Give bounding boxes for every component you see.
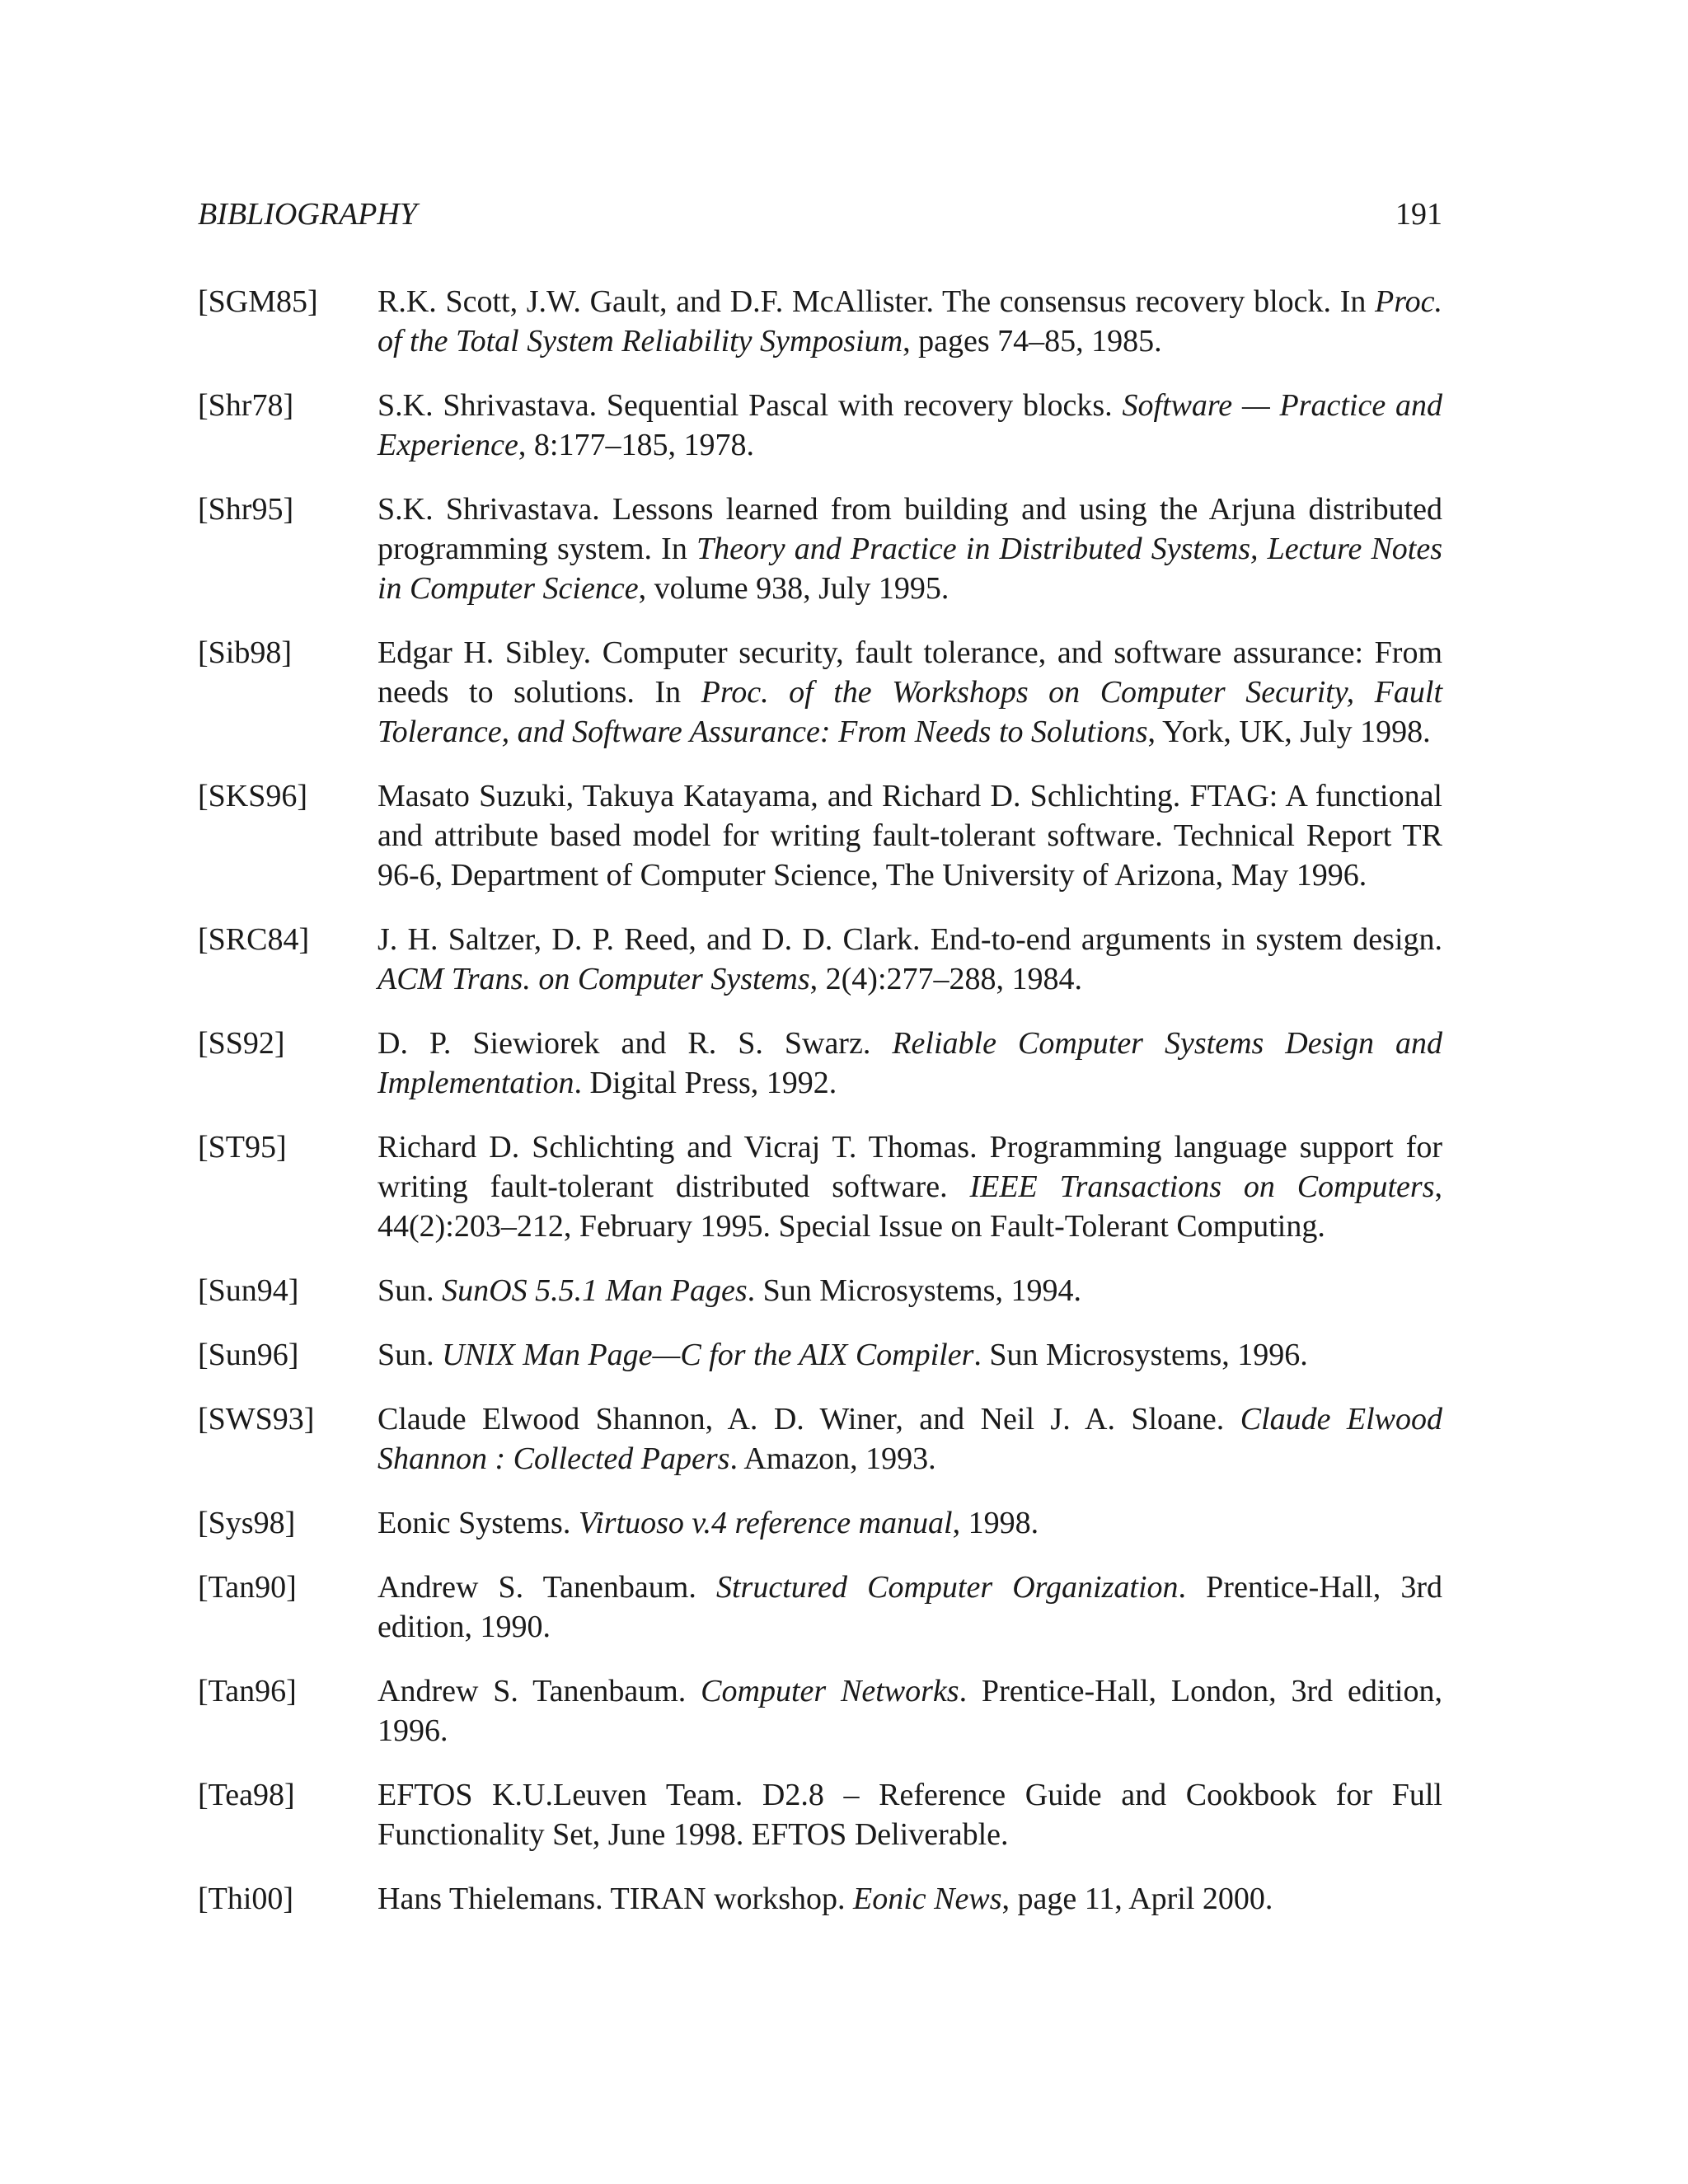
bib-authors: S.K. Shrivastava.: [377, 492, 600, 527]
bib-details: , 1998.: [952, 1506, 1039, 1540]
bib-title: Computer security, fault tolerance, and software assurance: From needs to solutions. In: [377, 635, 1443, 710]
bib-venue: Proc. of the Workshops on Computer Security, Fault Tolerance, and Software Assurance: From Needs to Solutions: [377, 675, 1443, 749]
bib-authors: EFTOS K.U.Leuven Team.: [377, 1778, 743, 1812]
bib-details: , volume 938, July 1995.: [638, 571, 950, 606]
bib-authors: D. P. Siewiorek and R. S. Swarz.: [377, 1026, 871, 1061]
bib-details: . Sun Microsystems, 1996.: [973, 1338, 1308, 1372]
bib-authors: Hans Thielemans.: [377, 1882, 603, 1916]
bib-authors: Sun.: [377, 1273, 434, 1308]
bib-entry: [198, 282, 1442, 361]
bib-title: Lessons learned from building and using the Arjuna distributed programming system. In: [377, 492, 1443, 566]
bib-authors: Masato Suzuki, Takuya Katayama, and Richard D. Schlichting.: [377, 779, 1181, 813]
bib-entry: [198, 490, 1442, 608]
bib-title: TIRAN workshop.: [610, 1882, 846, 1916]
bib-entry: [198, 1671, 1442, 1750]
bib-details: . Sun Microsystems, 1994.: [747, 1273, 1081, 1308]
bib-key: [Tan90]: [198, 1570, 297, 1605]
bib-key: [Shr78]: [198, 388, 294, 423]
bib-entry: [198, 1024, 1442, 1103]
bib-title: FTAG: A functional and attribute based model for writing fault-tolerant software. Technical Report TR 96-6, Department of Computer Science, The University of Arizona, May 1996.: [377, 779, 1442, 893]
bib-entry: [198, 1271, 1442, 1310]
bib-details: , 44(2):203–212, February 1995. Special Issue on Fault-Tolerant Computing.: [377, 1169, 1442, 1244]
page-header: [198, 196, 1442, 246]
bib-key: [SWS93]: [198, 1402, 315, 1436]
bib-text: [377, 282, 1442, 361]
bib-entry: [198, 1127, 1442, 1246]
bib-venue: Theory and Practice in Distributed Systems, Lecture Notes in Computer Science: [377, 532, 1443, 606]
bib-venue: IEEE Transactions on Computers: [969, 1169, 1435, 1204]
bib-details: , 2(4):277–288, 1984.: [809, 962, 1083, 996]
bib-venue: Proc. of the Total System Reliability Symposium: [377, 284, 1442, 359]
bib-key: [Sys98]: [198, 1506, 296, 1540]
page-number: 191: [1395, 197, 1442, 232]
bib-authors: Edgar H. Sibley.: [377, 635, 592, 670]
bib-entry: [198, 1775, 1442, 1854]
bib-authors: Claude Elwood Shannon, A. D. Winer, and Neil J. A. Sloane.: [377, 1402, 1225, 1436]
bib-text: [377, 1271, 1442, 1310]
bib-venue: Reliable Computer Systems Design and Implementation: [377, 1026, 1442, 1100]
running-title: BIBLIOGRAPHY: [198, 197, 417, 232]
bib-authors: Andrew S. Tanenbaum.: [377, 1674, 687, 1708]
bib-details: . Prentice-Hall, London, 3rd edition, 1996.: [377, 1674, 1442, 1748]
bib-text: [377, 1568, 1442, 1647]
bib-text: [377, 386, 1442, 465]
bib-text: [377, 1879, 1442, 1919]
bib-text: [377, 776, 1442, 895]
bib-key: [Tea98]: [198, 1778, 295, 1812]
bib-details: , page 11, April 2000.: [1001, 1882, 1273, 1916]
bib-key: [SKS96]: [198, 779, 308, 813]
bib-title: Sequential Pascal with recovery blocks.: [606, 388, 1113, 423]
bib-key: [Tan96]: [198, 1674, 297, 1708]
bib-entry: [198, 633, 1442, 752]
bib-title: End-to-end arguments in system design.: [930, 922, 1443, 957]
bib-text: [377, 920, 1442, 999]
bib-text: [377, 1775, 1442, 1854]
bib-title: D2.8 – Reference Guide and Cookbook for Full Functionality Set, June 1998. EFTOS Deliverable.: [377, 1778, 1442, 1852]
bib-entry: [198, 386, 1442, 465]
bib-authors: J. H. Saltzer, D. P. Reed, and D. D. Clark.: [377, 922, 921, 957]
bib-title: Programming language support for writing fault-tolerant distributed software.: [377, 1130, 1443, 1204]
bib-entry: [198, 1399, 1442, 1479]
bib-text: [377, 1671, 1442, 1750]
bib-text: [377, 1399, 1442, 1479]
bib-authors: R.K. Scott, J.W. Gault, and D.F. McAllister.: [377, 284, 934, 319]
bib-authors: Eonic Systems.: [377, 1506, 571, 1540]
bib-key: [ST95]: [198, 1130, 287, 1165]
bib-venue: Computer Networks: [701, 1674, 959, 1708]
bib-venue: Virtuoso v.4 reference manual: [578, 1506, 953, 1540]
bib-entry: [198, 920, 1442, 999]
bib-venue: SunOS 5.5.1 Man Pages: [442, 1273, 748, 1308]
bib-key: [SRC84]: [198, 922, 310, 957]
bib-key: [Sib98]: [198, 635, 292, 670]
bib-venue: ACM Trans. on Computer Systems: [377, 962, 810, 996]
bib-text: [377, 1127, 1442, 1246]
bib-text: [377, 1024, 1442, 1103]
bib-entry: [198, 1568, 1442, 1647]
bib-details: , pages 74–85, 1985.: [903, 324, 1162, 359]
bib-title: The consensus recovery block. In: [941, 284, 1367, 319]
bib-authors: Andrew S. Tanenbaum.: [377, 1570, 696, 1605]
bib-details: . Digital Press, 1992.: [574, 1066, 837, 1100]
bib-key: [Thi00]: [198, 1882, 294, 1916]
bib-text: [377, 1335, 1442, 1375]
bib-venue: Claude Elwood Shannon : Collected Papers: [377, 1402, 1443, 1476]
bib-authors: S.K. Shrivastava.: [377, 388, 598, 423]
bib-authors: Sun.: [377, 1338, 434, 1372]
bib-key: [Sun96]: [198, 1338, 299, 1372]
bibliography-list: [198, 282, 1442, 1943]
bib-venue: Structured Computer Organization: [715, 1570, 1179, 1605]
bib-key: [Shr95]: [198, 492, 294, 527]
bib-details: , 8:177–185, 1978.: [518, 428, 754, 462]
bib-text: [377, 490, 1442, 608]
bib-details: , York, UK, July 1998.: [1147, 715, 1431, 749]
bib-key: [Sun94]: [198, 1273, 299, 1308]
bib-text: [377, 633, 1442, 752]
bib-entry: [198, 1335, 1442, 1375]
bib-venue: Software — Practice and Experience: [377, 388, 1442, 462]
bib-details: . Amazon, 1993.: [729, 1441, 936, 1476]
bib-venue: UNIX Man Page—C for the AIX Compiler: [442, 1338, 974, 1372]
bib-key: [SGM85]: [198, 284, 318, 319]
bib-authors: Richard D. Schlichting and Vicraj T. Thomas.: [377, 1130, 978, 1165]
bib-entry: [198, 776, 1442, 895]
bib-key: [SS92]: [198, 1026, 285, 1061]
bib-venue: Eonic News: [853, 1882, 1002, 1916]
bib-entry: [198, 1879, 1442, 1919]
bib-details: . Prentice-Hall, 3rd edition, 1990.: [377, 1570, 1443, 1644]
bib-text: [377, 1503, 1442, 1543]
bib-entry: [198, 1503, 1442, 1543]
